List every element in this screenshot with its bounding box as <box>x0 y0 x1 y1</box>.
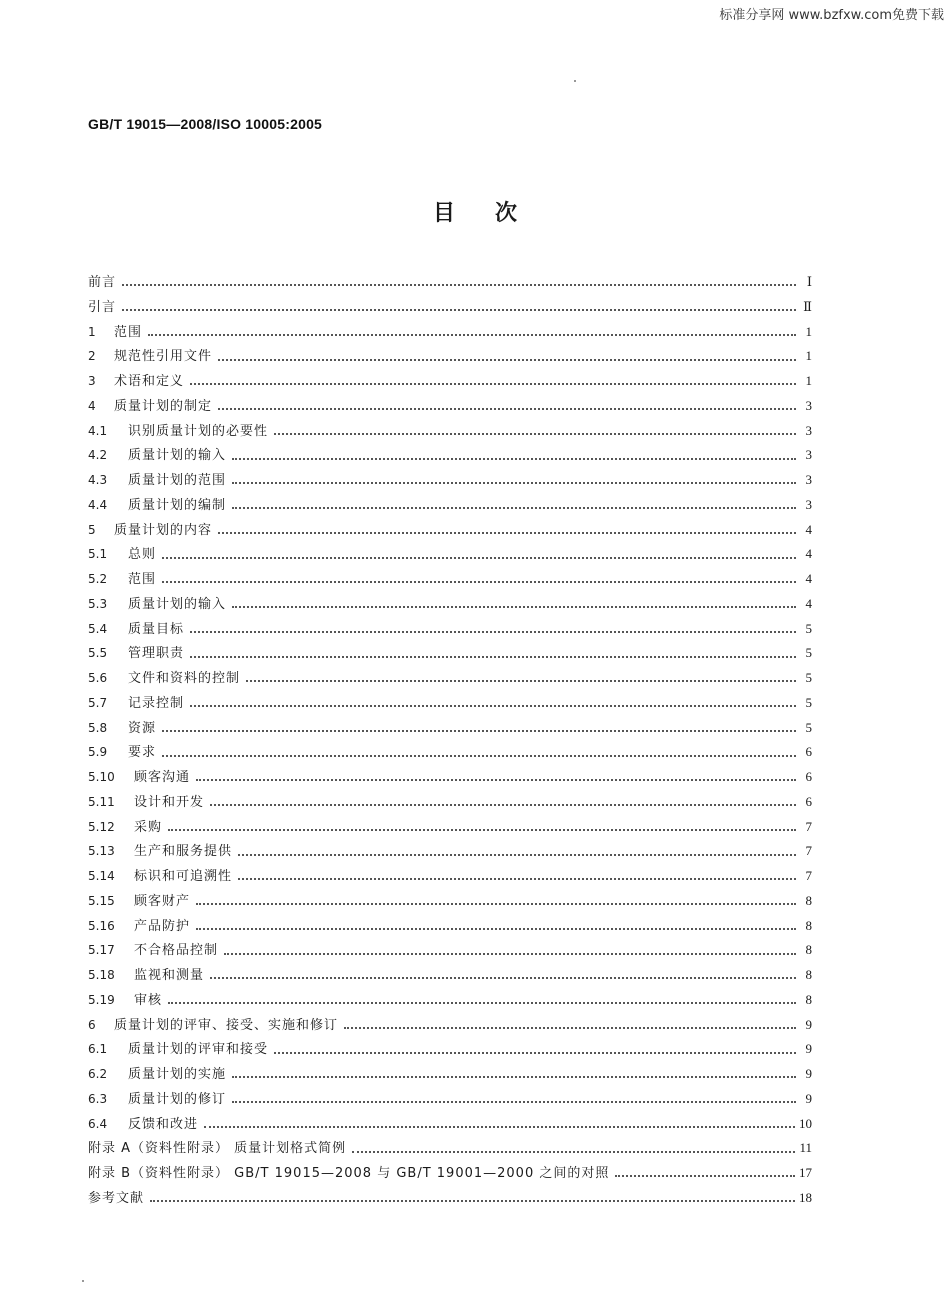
toc-entry-label: 资源 <box>128 720 157 736</box>
toc-entry[interactable] <box>88 666 812 691</box>
toc-entry-page: 3 <box>805 447 812 463</box>
toc-entry-page: 4 <box>805 571 812 586</box>
table-of-contents <box>88 270 812 1211</box>
toc-entry-page: 9 <box>805 1016 812 1032</box>
toc-entry[interactable] <box>88 1186 812 1211</box>
toc-entry-label: 质量计划的制定 <box>114 398 213 414</box>
toc-entry-label: 顾客财产 <box>134 893 191 909</box>
toc-entry-page: 8 <box>805 892 812 908</box>
toc-entry-number: 5.10 <box>88 770 115 784</box>
toc-entry-page: 3 <box>805 422 812 438</box>
toc-entry[interactable] <box>88 988 812 1013</box>
toc-entry-label: 设计和开发 <box>134 794 205 810</box>
toc-entry-number: 5.13 <box>88 844 115 859</box>
toc-leader-dots <box>162 755 796 757</box>
toc-leader-dots <box>232 507 796 509</box>
toc-leader-dots <box>344 1027 796 1029</box>
toc-entry-label: 质量计划的评审、接受、实施和修订 <box>114 1017 339 1033</box>
toc-entry[interactable] <box>88 914 812 939</box>
toc-entry[interactable] <box>88 815 812 840</box>
toc-entry-number: 6.3 <box>88 1091 108 1106</box>
toc-entry-page: 7 <box>805 843 812 859</box>
toc-entry-page: 9 <box>805 1041 812 1057</box>
toc-entry-page: 8 <box>805 917 812 933</box>
toc-leader-dots <box>238 854 796 856</box>
toc-leader-dots <box>232 482 796 484</box>
toc-entry-label: 质量计划的输入 <box>128 448 227 464</box>
toc-entry-page: 1 <box>805 348 812 364</box>
toc-entry[interactable] <box>88 1013 812 1038</box>
toc-entry-page: 18 <box>799 1189 812 1205</box>
toc-entry-page: Ⅰ <box>806 274 812 289</box>
toc-entry[interactable] <box>88 295 812 320</box>
toc-entry[interactable] <box>88 1161 812 1186</box>
toc-entry-number: 6.4 <box>88 1116 108 1131</box>
toc-entry-page: 9 <box>805 1066 812 1081</box>
toc-entry-number: 4 <box>88 398 96 413</box>
toc-entry-label: 附录 A（资料性附录） 质量计划格式简例 <box>88 1141 347 1157</box>
toc-leader-dots <box>122 309 796 311</box>
toc-entry[interactable] <box>88 592 812 617</box>
toc-entry-label: 管理职责 <box>128 646 185 662</box>
toc-leader-dots <box>210 977 796 979</box>
toc-entry[interactable] <box>88 839 812 864</box>
toc-entry-page: 8 <box>805 967 812 982</box>
toc-entry-page: 4 <box>805 521 812 537</box>
toc-leader-dots <box>274 1052 796 1054</box>
toc-entry-page: 5 <box>805 694 812 710</box>
toc-entry[interactable] <box>88 740 812 765</box>
toc-leader-dots <box>162 730 796 732</box>
toc-entry[interactable] <box>88 270 812 295</box>
toc-entry-page: 5 <box>805 645 812 661</box>
toc-leader-dots <box>232 458 796 460</box>
toc-entry-page: 8 <box>805 991 812 1007</box>
toc-entry[interactable] <box>88 320 812 345</box>
toc-entry-number: 5.16 <box>88 918 115 933</box>
toc-entry-number: 5.19 <box>88 992 115 1007</box>
toc-leader-dots <box>150 1200 795 1202</box>
toc-entry[interactable] <box>88 617 812 642</box>
toc-entry-label: 监视和测量 <box>134 968 205 983</box>
toc-entry[interactable] <box>88 889 812 914</box>
watermark-text: 标准分享网 www.bzfxw.com免费下载 <box>719 8 944 23</box>
scan-speck <box>574 80 576 82</box>
toc-entry-page: 9 <box>805 1090 812 1106</box>
toc-entry-number: 5.1 <box>88 547 108 562</box>
toc-entry-label: 不合格品控制 <box>134 943 219 959</box>
toc-entry-label: 顾客沟通 <box>134 770 191 785</box>
toc-entry[interactable] <box>88 443 812 468</box>
toc-entry-label: 范围 <box>114 324 143 340</box>
page-title: 目次 <box>432 201 557 226</box>
toc-leader-dots <box>218 359 796 361</box>
toc-leader-dots <box>274 433 796 435</box>
toc-entry-number: 5.4 <box>88 621 108 636</box>
toc-entry-label: 前言 <box>88 275 117 290</box>
toc-entry[interactable] <box>88 765 812 790</box>
toc-entry[interactable] <box>88 1136 812 1161</box>
scan-speck <box>82 1280 84 1282</box>
toc-entry-label: 术语和定义 <box>114 374 185 389</box>
toc-entry-number: 4.1 <box>88 423 108 438</box>
toc-entry-number: 1 <box>88 324 96 339</box>
toc-entry-label: 参考文献 <box>88 1190 145 1206</box>
toc-entry-label: 质量计划的输入 <box>128 596 227 612</box>
toc-entry[interactable] <box>88 790 812 815</box>
toc-entry[interactable] <box>88 567 812 592</box>
toc-entry[interactable] <box>88 468 812 493</box>
toc-entry[interactable] <box>88 1062 812 1087</box>
toc-entry-number: 5.7 <box>88 695 108 710</box>
toc-leader-dots <box>210 804 796 806</box>
toc-entry-page: 17 <box>799 1165 812 1180</box>
toc-entry-label: 质量计划的范围 <box>128 473 227 488</box>
toc-leader-dots <box>238 878 796 880</box>
toc-entry-page: 4 <box>805 546 812 562</box>
toc-entry-label: 要求 <box>128 745 157 761</box>
toc-leader-dots <box>232 1101 796 1103</box>
toc-entry[interactable] <box>88 864 812 889</box>
toc-entry-page: 8 <box>805 942 812 958</box>
toc-entry-page: 1 <box>805 373 812 388</box>
toc-entry[interactable] <box>88 493 812 518</box>
toc-entry[interactable] <box>88 963 812 988</box>
toc-entry-number: 5 <box>88 522 96 537</box>
toc-entry-number: 5.17 <box>88 943 115 958</box>
toc-leader-dots <box>352 1151 795 1153</box>
toc-leader-dots <box>196 928 796 930</box>
toc-leader-dots <box>168 829 796 831</box>
toc-entry-page: 3 <box>805 472 812 487</box>
toc-entry-label: 质量计划的编制 <box>128 497 227 513</box>
toc-entry-page: 7 <box>805 818 812 834</box>
toc-entry[interactable] <box>88 419 812 444</box>
toc-entry-number: 5.15 <box>88 893 115 908</box>
toc-entry-number: 6 <box>88 1017 96 1032</box>
toc-entry-number: 6.1 <box>88 1042 108 1057</box>
toc-entry-number: 6.2 <box>88 1067 108 1081</box>
toc-entry-label: 识别质量计划的必要性 <box>128 423 269 439</box>
toc-entry-number: 5.8 <box>88 720 108 735</box>
toc-entry[interactable] <box>88 641 812 666</box>
toc-entry-number: 4.2 <box>88 448 108 463</box>
toc-entry-number: 2 <box>88 349 96 364</box>
toc-leader-dots <box>190 656 796 658</box>
toc-entry-label: 审核 <box>134 992 163 1008</box>
toc-entry-label: 质量计划的修订 <box>128 1091 227 1107</box>
standard-code: GB/T 19015—2008/ISO 10005:2005 <box>88 116 323 132</box>
toc-leader-dots <box>168 1002 796 1004</box>
toc-entry[interactable] <box>88 1112 812 1137</box>
toc-leader-dots <box>218 532 796 534</box>
toc-entry-label: 质量目标 <box>128 621 185 637</box>
toc-leader-dots <box>196 779 796 781</box>
toc-entry-label: 反馈和改进 <box>128 1116 199 1132</box>
toc-entry[interactable] <box>88 344 812 369</box>
toc-entry-number: 5.2 <box>88 572 108 586</box>
toc-entry-label: 采购 <box>134 819 163 835</box>
toc-leader-dots <box>224 953 796 955</box>
toc-leader-dots <box>190 631 796 633</box>
toc-entry-number: 5.3 <box>88 596 108 611</box>
toc-entry-number: 5.9 <box>88 745 108 760</box>
toc-entry-page: 5 <box>805 670 812 685</box>
toc-leader-dots <box>122 284 796 286</box>
toc-entry-page: 1 <box>805 323 812 339</box>
toc-leader-dots <box>196 903 796 905</box>
toc-entry-label: 质量计划的评审和接受 <box>128 1042 269 1058</box>
toc-entry-number: 5.12 <box>88 819 115 834</box>
toc-entry-label: 规范性引用文件 <box>114 349 213 365</box>
toc-entry-page: 11 <box>799 1140 812 1156</box>
toc-entry-label: 引言 <box>88 299 117 315</box>
toc-entry-page: 6 <box>805 769 812 784</box>
toc-entry-page: Ⅱ <box>803 298 812 314</box>
toc-entry-number: 5.18 <box>88 968 115 982</box>
toc-entry-page: 3 <box>805 496 812 512</box>
toc-entry[interactable] <box>88 394 812 419</box>
toc-leader-dots <box>218 408 796 410</box>
toc-entry-page: 4 <box>805 595 812 611</box>
toc-leader-dots <box>162 581 796 583</box>
toc-entry-page: 7 <box>805 868 812 883</box>
toc-entry-label: 记录控制 <box>128 695 185 711</box>
toc-leader-dots <box>204 1126 795 1128</box>
toc-entry[interactable] <box>88 1037 812 1062</box>
toc-entry-label: 产品防护 <box>134 918 191 934</box>
toc-entry[interactable] <box>88 369 812 394</box>
toc-entry[interactable] <box>88 691 812 716</box>
toc-entry-label: 生产和服务提供 <box>134 844 233 860</box>
toc-leader-dots <box>162 557 796 559</box>
toc-entry-page: 3 <box>805 397 812 413</box>
toc-entry-label: 标识和可追溯性 <box>134 869 233 884</box>
toc-entry[interactable] <box>88 542 812 567</box>
toc-leader-dots <box>615 1175 795 1177</box>
toc-leader-dots <box>232 606 796 608</box>
toc-entry[interactable] <box>88 716 812 741</box>
toc-entry-number: 5.14 <box>88 869 115 883</box>
toc-leader-dots <box>246 680 796 682</box>
toc-entry-label: 总则 <box>128 547 157 563</box>
toc-leader-dots <box>190 705 796 707</box>
toc-entry-label: 质量计划的实施 <box>128 1067 227 1082</box>
toc-entry-page: 5 <box>805 719 812 735</box>
toc-entry-number: 3 <box>88 374 96 388</box>
toc-leader-dots <box>190 383 796 385</box>
toc-entry[interactable] <box>88 938 812 963</box>
toc-leader-dots <box>232 1076 796 1078</box>
toc-leader-dots <box>148 334 796 336</box>
toc-entry-label: 质量计划的内容 <box>114 522 213 538</box>
toc-entry-label: 范围 <box>128 572 157 587</box>
toc-entry-number: 5.5 <box>88 646 108 661</box>
toc-entry-label: 附录 B（资料性附录） GB/T 19015—2008 与 GB/T 19001—2000 之间的对照 <box>88 1166 610 1181</box>
toc-entry-page: 6 <box>805 744 812 760</box>
toc-entry[interactable] <box>88 1087 812 1112</box>
toc-entry-label: 文件和资料的控制 <box>128 671 241 686</box>
toc-entry-number: 4.4 <box>88 497 108 512</box>
toc-entry-number: 5.6 <box>88 671 108 685</box>
toc-entry-page: 5 <box>805 620 812 636</box>
toc-entry-number: 5.11 <box>88 794 115 809</box>
toc-entry-page: 6 <box>805 793 812 809</box>
toc-entry-number: 4.3 <box>88 473 108 487</box>
toc-entry[interactable] <box>88 518 812 543</box>
toc-entry-page: 10 <box>799 1115 812 1131</box>
